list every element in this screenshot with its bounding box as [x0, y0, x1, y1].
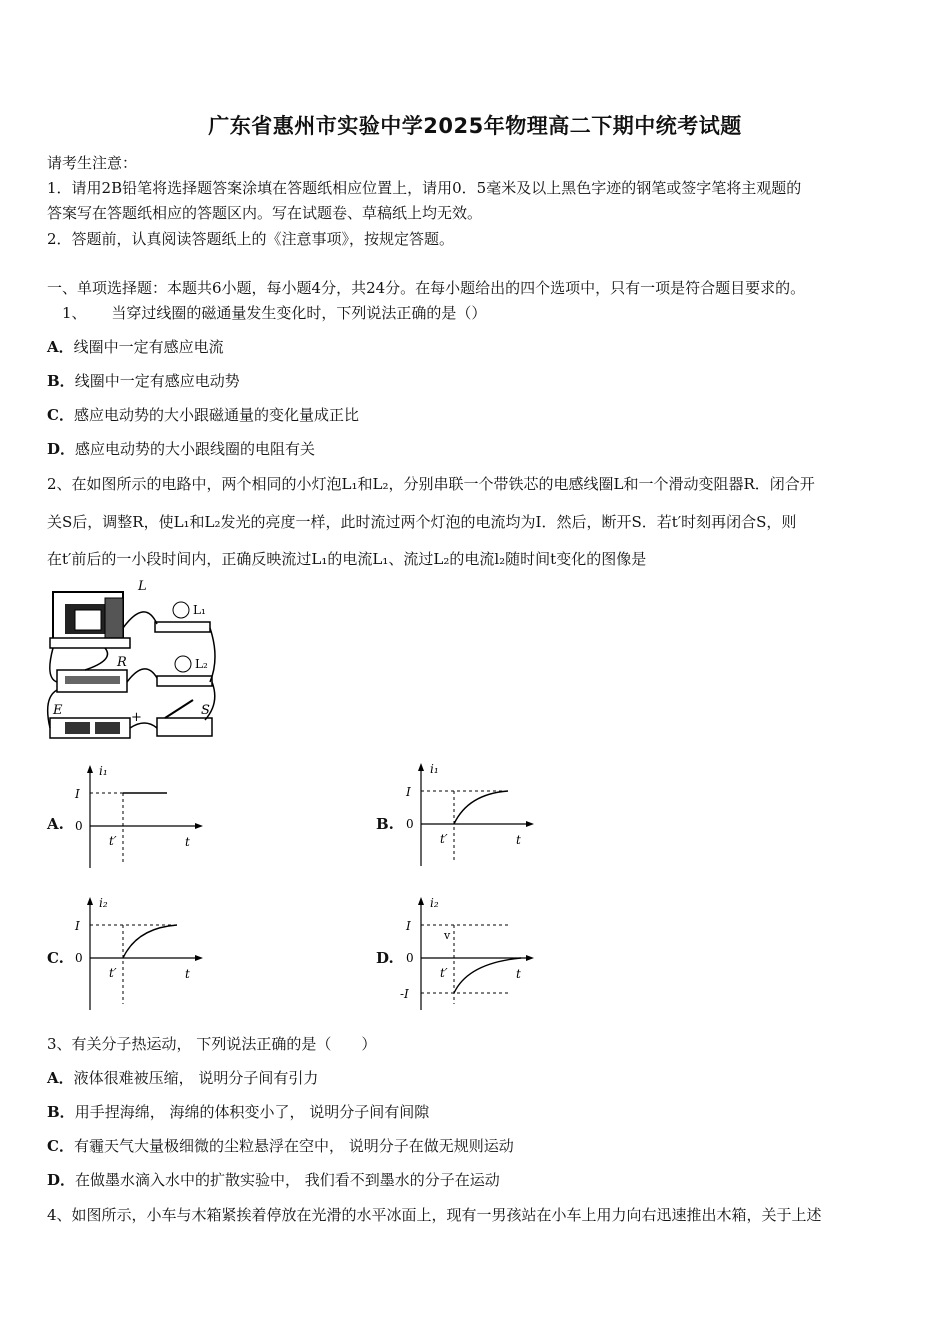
question-1-number: 1、: [62, 304, 87, 322]
notice-item-1: 1．请用2B铅笔将选择题答案涂填在答题纸相应位置上，请用0．5毫米及以上黑色字迹的钢笔或签字笔将主观题的: [47, 179, 802, 197]
svg-text:t: t: [516, 833, 521, 847]
question-2-line-3: 在t′前后的一小段时间内，正确反映流过L₁的电流L₁、流过L₂的电流l₂随时间t变化的图像是: [47, 550, 647, 568]
svg-text:i₂: i₂: [430, 896, 439, 910]
q1-option-b: B．线圈中一定有感应电动势: [47, 372, 240, 390]
svg-text:t: t: [185, 835, 190, 849]
svg-text:I: I: [406, 919, 411, 933]
circuit-diagram: [45, 578, 220, 746]
svg-text:I: I: [75, 787, 80, 801]
svg-text:v: v: [444, 929, 451, 942]
q3-option-a: A．液体很难被压缩， 说明分子间有引力: [47, 1069, 319, 1087]
svg-text:0: 0: [406, 951, 414, 965]
graph-b: [396, 760, 536, 868]
question-1-text: 当穿过线圈的磁通量发生变化时，下列说法正确的是（）: [111, 304, 487, 322]
svg-text:t: t: [185, 967, 190, 981]
svg-text:0: 0: [406, 817, 414, 831]
q1-option-c: C．感应电动势的大小跟磁通量的变化量成正比: [47, 406, 359, 424]
question-2-line-2: 关S后，调整R，使L₁和L₂发光的亮度一样，此时流过两个灯泡的电流均为I．然后，断开S．若t′时刻再闭合S，则: [47, 513, 797, 531]
notice-item-1-cont: 答案写在答题纸相应的答题区内。写在试题卷、草稿纸上均无效。: [47, 204, 483, 222]
svg-text:t: t: [516, 967, 521, 981]
svg-text:I: I: [406, 785, 411, 799]
question-2-line-1: 2、在如图所示的电路中，两个相同的小灯泡L₁和L₂，分别串联一个带铁芯的电感线圈L和一个滑动变阻器R．闭合开: [47, 475, 815, 493]
svg-text:I: I: [75, 919, 80, 933]
label-R: R: [117, 655, 127, 670]
q3-option-c: C．有霾天气大量极细微的尘粒悬浮在空中， 说明分子在做无规则运动: [47, 1137, 514, 1155]
svg-text:t′: t′: [440, 966, 448, 980]
notice-heading: 请考生注意：: [47, 154, 138, 172]
svg-text:t′: t′: [109, 966, 117, 980]
svg-text:-I: -I: [400, 987, 409, 1001]
svg-text:0: 0: [75, 951, 83, 965]
q1-option-d: D．感应电动势的大小跟线圈的电阻有关: [47, 440, 316, 458]
label-L2: L₂: [195, 657, 208, 671]
svg-text:i₁: i₁: [99, 764, 108, 778]
graph-a: [65, 762, 205, 870]
label-plus: +: [131, 710, 142, 725]
svg-text:0: 0: [75, 819, 83, 833]
q1-option-a: A．线圈中一定有感应电流: [47, 338, 224, 356]
notice-item-2: 2．答题前，认真阅读答题纸上的《注意事项》，按规定答题。: [47, 230, 455, 248]
svg-text:t′: t′: [109, 834, 117, 848]
graph-c-letter: C.: [47, 949, 64, 967]
graph-b-letter: B.: [376, 815, 394, 833]
question-1-stem: [62, 302, 910, 323]
graph-c: [65, 894, 205, 1012]
graph-d: [396, 894, 536, 1012]
section-heading: 一、单项选择题：本题共6小题，每小题4分，共24分。在每小题给出的四个选项中，只有一项是符合题目要求的。: [47, 279, 806, 297]
svg-text:t′: t′: [440, 832, 448, 846]
question-4-line-1: 4、如图所示，小车与木箱紧挨着停放在光滑的水平冰面上，现有一男孩站在小车上用力向右迅速推出木箱，关于上述: [47, 1206, 822, 1224]
label-S: S: [201, 703, 210, 718]
label-L: L: [138, 579, 147, 594]
q3-option-d: D．在做墨水滴入水中的扩散实验中， 我们看不到墨水的分子在运动: [47, 1171, 500, 1189]
q3-option-b: B．用手捏海绵， 海绵的体积变小了， 说明分子间有间隙: [47, 1103, 430, 1121]
svg-text:i₁: i₁: [430, 762, 439, 776]
svg-text:i₂: i₂: [99, 896, 108, 910]
question-3-stem: 3、有关分子热运动， 下列说法正确的是（ ）: [47, 1035, 377, 1053]
page-title: 广东省惠州市实验中学2025年物理高二下期中统考试题: [208, 114, 742, 138]
label-E: E: [53, 703, 63, 718]
label-L1: L₁: [193, 603, 206, 617]
graph-a-letter: A.: [47, 815, 64, 833]
graph-d-letter: D.: [376, 949, 394, 967]
